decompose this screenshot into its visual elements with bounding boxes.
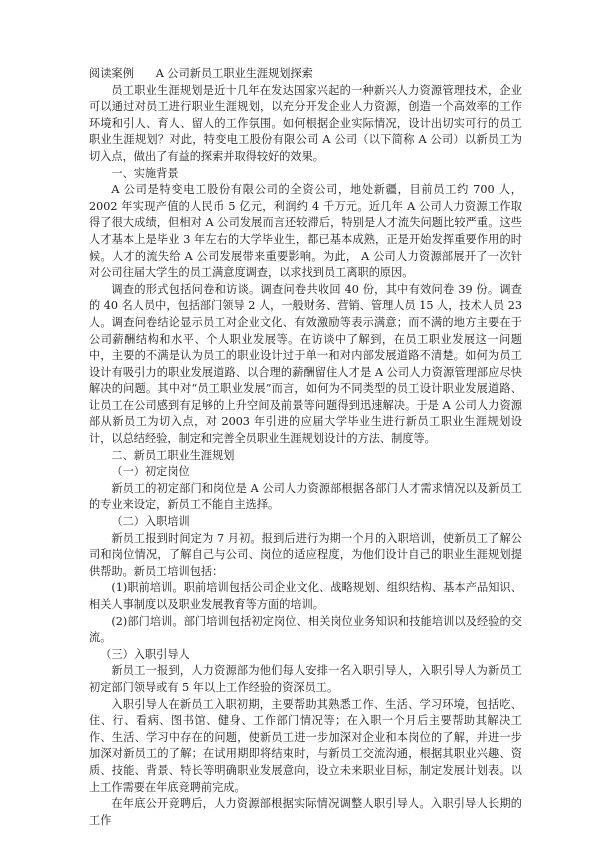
case-label: 阅读案例 xyxy=(89,67,134,80)
document-page xyxy=(89,66,522,829)
subsection-heading-onboarding-training: （二）入职培训 xyxy=(111,515,190,529)
subsection-heading-initial-position: （一）初定岗位 xyxy=(111,465,190,479)
mentor-paragraph-1: 新员工一报到，人力资源部为他们每人安排一名入职引导人，入职引导人为新员工初定部门领导或有 5 年以上工作经验的资深员工。 xyxy=(89,664,522,694)
section-heading-career-plan: 二、新员工职业生涯规划 xyxy=(111,448,235,462)
section-heading-background: 一、实施背景 xyxy=(111,166,179,180)
subsection-heading-mentor: （三）入职引导人 xyxy=(100,647,190,661)
intro-paragraph: 员工职业生涯规划是近十几年在发达国家兴起的一种新兴人力资源管理技术，企业可以通过对员工进行职业生涯规划，以充分开发企业人力资源，创造一个高效率的工作环境和引人、育人、留人的工作氛围。如何根据企业实际情况，设计出切实可行的员工职业生涯规划？对此，特变电工股份有限公司 A 公司（以下简称 A 公司）以新员工为切入点，做出了有益的探索并取得较好的效果。 xyxy=(89,83,522,163)
mentor-paragraph-3: 在年底公开竞聘后，人力资源部根据实际情况调整人职引导人。入职引导人长期的工作 xyxy=(89,797,522,827)
mentor-paragraph-2: 入职引导人在新员工入职初期，主要帮助其熟悉工作、生活、学习环境，包括吃、住、行、看病、图书馆、健身、工作部门情况等；在入职一个月后主要帮助其解决工作、生活、学习中存在的问题，使新员工进一步加深对企业和本岗位的了解，并进一步加深对新员工的了解；在试用期即将结束时，与新员工交流沟通，根据其职业兴趣、资质、技能、背景、特长等明确职业发展意向，设立未来职业目标，制定发展计划表。以上工作需要在年底竞聘前完成。 xyxy=(89,697,522,794)
training-list-item: (2)部门培训。部门培训包括初定岗位、相关岗位业务知识和技能培训以及经验的交流。 xyxy=(89,614,522,645)
training-list-item: (1)职前培训。职前培训包括公司企业文化、战略规划、组织结构、基本产品知识、相关人事制度以及职业发展教育等方面的培训。 xyxy=(89,581,522,611)
onboarding-training-paragraph: 新员工报到时间定为 7 月初。报到后进行为期一个月的入职培训，使新员工了解公司和岗位情况，了解自己与公司、岗位的适应程度，为他们设计自己的职业生涯规划提供帮助。新员工培训包括： xyxy=(89,531,522,578)
document-header xyxy=(89,66,522,83)
background-paragraph-1: A 公司是特变电工股份有限公司的全资公司，地处新疆，目前员工约 700 人，2002 年实现产值的人民币 5 亿元，利润约 4 千万元。近几年 A 公司人力资源工作取得了很大成绩，但相对 A 公司发展而言还较滞后，特别是人才流失问题比较严重。这些人才基本上是毕业 3 年左右的大学毕业生，都已基本成熟，正是开始发挥重要作用的时候。人才的流失给 A 公司发展带来重要影响。为此， A 公司人力资源部展开了一次针对公司往届大学生的员工满意度调查，以求找到员工离职的原因。 xyxy=(89,183,522,280)
background-paragraph-2: 调查的形式包括问卷和访谈。调查问卷共收回 40 份，其中有效问卷 39 份。调查的 40 名人员中，包括部门领导 2 人，一般财务、营销、管理人员 15 人，技术人员 23 人。调查问卷结论显示员工对企业文化、有效激励等表示满意；而不满的地方主要在于公司薪酬结构和水平、个人职业发展等。在访谈中了解到，在员工职业发展这一问题中，主要的不满是认为员工的职业设计过于单一和对内部发展道路不清楚。如何为员工设计有吸引力的职业发展道路、以合理的薪酬留住人才是 A 公司人力资源管理部应尽快解决的问题。其中对“员工职业发展”而言，如何为不同类型的员工设计职业发展道路、让员工在公司感到有足够的上升空间及前景等问题得到迅速解决。于是 A 公司人力资源部从新员工为切入点，对 2003 年引进的应届大学毕业生进行新员工职业生涯规划设计，以总结经验，制定和完善全员职业生涯规划设计的方法、制度等。 xyxy=(89,282,522,446)
initial-position-paragraph: 新员工的初定部门和岗位是 A 公司人力资源部根据各部门人才需求情况以及新员工的专业来设定，新员工不能自主选择。 xyxy=(89,481,522,512)
document-title: A 公司新员工职业生涯规划探索 xyxy=(155,67,313,80)
